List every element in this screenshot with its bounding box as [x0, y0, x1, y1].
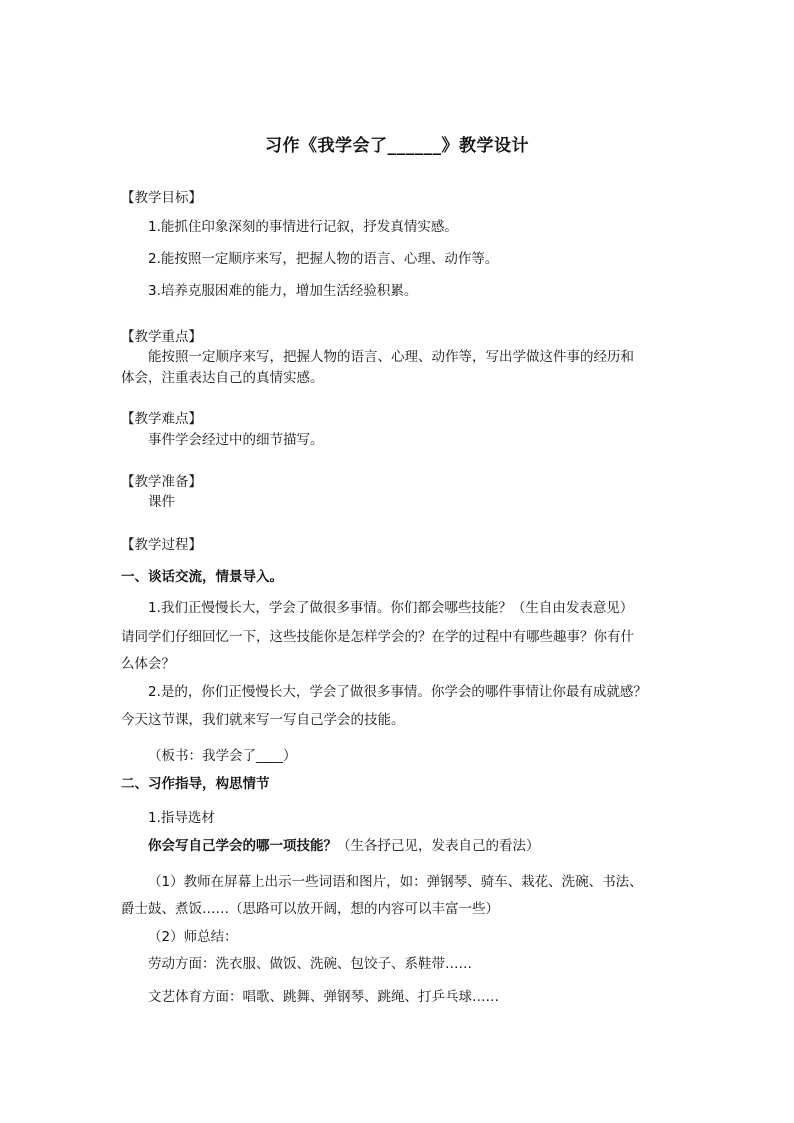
part2-item2: （2）师总结： [148, 929, 238, 945]
question-rest: （生各抒己见，发表自己的看法） [337, 838, 540, 854]
part1-p1-line-2: 请同学们仔细回忆一下，这些技能你是怎样学会的？在学的过程中有哪些趣事？你有什 [121, 629, 634, 645]
page-title: 习作《我学会了______》教学设计 [265, 136, 529, 156]
part1-p1-line-3: 么体会？ [121, 656, 175, 672]
part1-p2-line-1: 2.是的，你们正慢慢长大，学会了做很多事情。你学会的哪件事情让你最有成就感？ [148, 684, 647, 700]
part1-p1-line-1: 1.我们正慢慢长大，学会了做很多事情。你们都会哪些技能？（生自由发表意见） [148, 600, 634, 616]
part1-p2-line-2: 今天这节课，我们就来写一写自己学会的技能。 [121, 712, 405, 728]
process-heading: 【教学过程】 [121, 537, 202, 553]
goal-item-1: 1.能抓住印象深刻的事情进行记叙，抒发真情实感。 [148, 219, 458, 235]
difficulties-heading: 【教学难点】 [121, 411, 202, 427]
goal-item-2: 2.能按照一定顺序来写，把握人物的语言、心理、动作等。 [148, 251, 499, 267]
key-points-line-1: 能按照一定顺序来写，把握人物的语言、心理、动作等，写出学做这件事的经历和 [148, 349, 634, 365]
goal-item-3: 3.培养克服困难的能力，增加生活经验积累。 [148, 283, 418, 299]
preparation-text: 课件 [148, 494, 175, 510]
question-bold: 你会写自己学会的哪一项技能？ [148, 838, 337, 854]
arts-examples: 文艺体育方面：唱歌、跳舞、弹钢琴、跳绳、打乒乓球…… [148, 989, 499, 1005]
part2-heading: 二、习作指导，构思情节 [121, 776, 270, 792]
part2-sub1: 1.指导选材 [148, 810, 215, 826]
key-points-line-2: 体会，注重表达自己的真情实感。 [121, 370, 324, 386]
goals-heading: 【教学目标】 [121, 190, 202, 206]
labor-examples: 劳动方面：洗衣服、做饭、洗碗、包饺子、系鞋带…… [148, 956, 472, 972]
key-points-heading: 【教学重点】 [121, 329, 202, 345]
part2-question [148, 836, 540, 856]
part2-item1-line-1: （1）教师在屏幕上出示一些词语和图片，如：弹钢琴、骑车、栽花、洗碗、书法、 [148, 874, 643, 890]
part1-heading: 一、谈话交流，情景导入。 [121, 569, 283, 585]
preparation-heading: 【教学准备】 [121, 474, 202, 490]
difficulties-text: 事件学会经过中的细节描写。 [148, 432, 324, 448]
part2-item1-line-2: 爵士鼓、煮饭……（思路可以放开阔，想的内容可以丰富一些） [121, 901, 499, 917]
board-note: （板书：我学会了____） [148, 748, 297, 764]
